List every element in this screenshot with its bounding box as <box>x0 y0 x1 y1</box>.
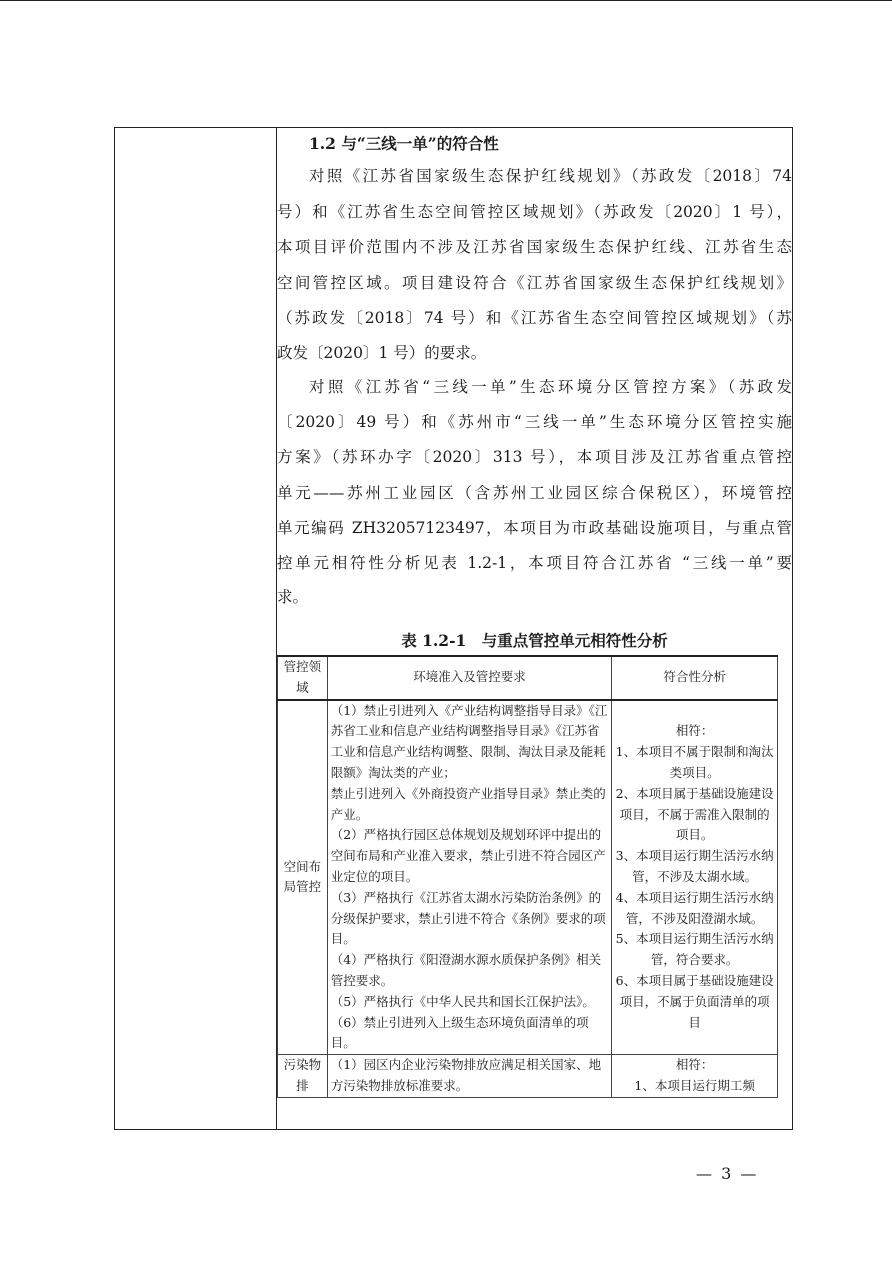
analysis-item: 1、本项目运行期工频 <box>634 1077 755 1093</box>
requirement-item: （5）严格执行《中华人民共和国长江保护法》。 <box>330 993 595 1009</box>
table-row <box>278 1055 778 1098</box>
paragraph-line: 求。 <box>277 588 309 606</box>
analysis-item: 6、本项目属于基础设施建设项目，不属于负面清单的项目 <box>615 972 774 1030</box>
paragraph-line: 单元——苏州工业园区（含苏州工业园区综合保税区），环境管控 <box>277 484 792 502</box>
table-header-row <box>278 656 778 700</box>
row-analysis <box>612 1055 778 1098</box>
header-requirements: 环境准入及管控要求 <box>327 656 612 700</box>
row-analysis <box>612 700 778 1055</box>
analysis-item: 4、本项目运行期生活污水纳管，不涉及阳澄湖水域。 <box>615 889 774 926</box>
form-frame <box>114 127 793 1130</box>
paragraph-line: 控单元相符性分析见表 1.2-1，本项目符合江苏省 “三线一单”要 <box>277 554 792 572</box>
paragraph-line: 对照《江苏省“三线一单”生态环境分区管控方案》（苏政发 <box>309 378 792 396</box>
page-number: — 3 — <box>696 1164 759 1183</box>
requirement-item: （3）严格执行《江苏省太湖水污染防治条例》的分级保护要求，禁止引进不符合《条例》要求的项目。 <box>330 889 606 947</box>
paragraph-line: 方案》（苏环办字〔2020〕313 号），本项目涉及江苏省重点管控 <box>277 448 792 466</box>
row-requirements <box>327 1055 612 1098</box>
header-analysis: 符合性分析 <box>612 656 778 700</box>
row-domain: 污染物排 <box>278 1055 328 1098</box>
requirement-item: （2）严格执行园区总体规划及规划环评中提出的空间布局和产业准入要求，禁止引进不符合园区产业定位的项目。 <box>330 827 606 884</box>
analysis-item: 相符： <box>675 723 714 739</box>
requirement-item: （1）禁止引进列入《产业结构调整指导目录》《江苏省工业和信息产业结构调整指导目录》《江苏省工业和信息产业结构调整、限制、淘汰目录及能耗限额》淘汰类的产业； <box>330 702 608 780</box>
paragraph-line: 单元编码 ZH32057123497，本项目为市政基础设施项目，与重点管 <box>277 519 792 537</box>
analysis-item: 3、本项目运行期生活污水纳管，不涉及太湖水域。 <box>615 848 774 884</box>
top-rule <box>0 0 892 1</box>
requirement-item: 禁止引进列入《外商投资产业指导目录》禁止类的产业。 <box>330 785 606 822</box>
requirement-item: （4）严格执行《阳澄湖水源水质保护条例》相关管控要求。 <box>330 952 602 988</box>
analysis-item: 5、本项目运行期生活污水纳管，符合要求。 <box>615 931 774 968</box>
row-domain: 空间布局管控 <box>278 700 328 1055</box>
content-cell <box>277 128 792 1129</box>
header-domain: 管控领域 <box>278 656 328 700</box>
paragraph-line: （苏政发〔2018〕74 号）和《江苏省生态空间管控区域规划》（苏 <box>277 309 792 327</box>
requirement-item: （6）禁止引进列入上级生态环境负面清单的项目。 <box>330 1014 589 1051</box>
paragraph-line: 空间管控区域。项目建设符合《江苏省国家级生态保护红线规划》 <box>277 274 792 292</box>
analysis-item: 相符： <box>675 1057 714 1073</box>
row-requirements <box>327 700 612 1055</box>
table-title: 表 1.2-1 与重点管控单元相符性分析 <box>401 631 668 650</box>
paragraph-line: 对照《江苏省国家级生态保护红线规划》（苏政发〔2018〕74 <box>309 167 792 185</box>
requirement-item: （1）园区内企业污染物排放应满足相关国家、地方污染物排放标准要求。 <box>330 1057 602 1093</box>
analysis-item: 2、本项目属于基础设施建设项目，不属于需准入限制的项目。 <box>615 785 774 843</box>
compliance-table <box>277 655 778 1098</box>
table-row <box>278 700 778 1055</box>
section-title: 1.2 与“三线一单”的符合性 <box>309 134 499 153</box>
paragraph-line: 号）和《江苏省生态空间管控区域规划》（苏政发〔2020〕1 号）， <box>277 203 792 221</box>
paragraph-line: 〔2020〕49 号）和《苏州市“三线一单”生态环境分区管控实施 <box>277 413 792 431</box>
paragraph-line: 本项目评价范围内不涉及江苏省国家级生态保护红线、江苏省生态 <box>277 238 792 256</box>
paragraph-line: 政发〔2020〕1 号）的要求。 <box>277 344 487 362</box>
left-label-column <box>115 128 277 1129</box>
analysis-item: 1、本项目不属于限制和淘汰类项目。 <box>615 744 774 780</box>
